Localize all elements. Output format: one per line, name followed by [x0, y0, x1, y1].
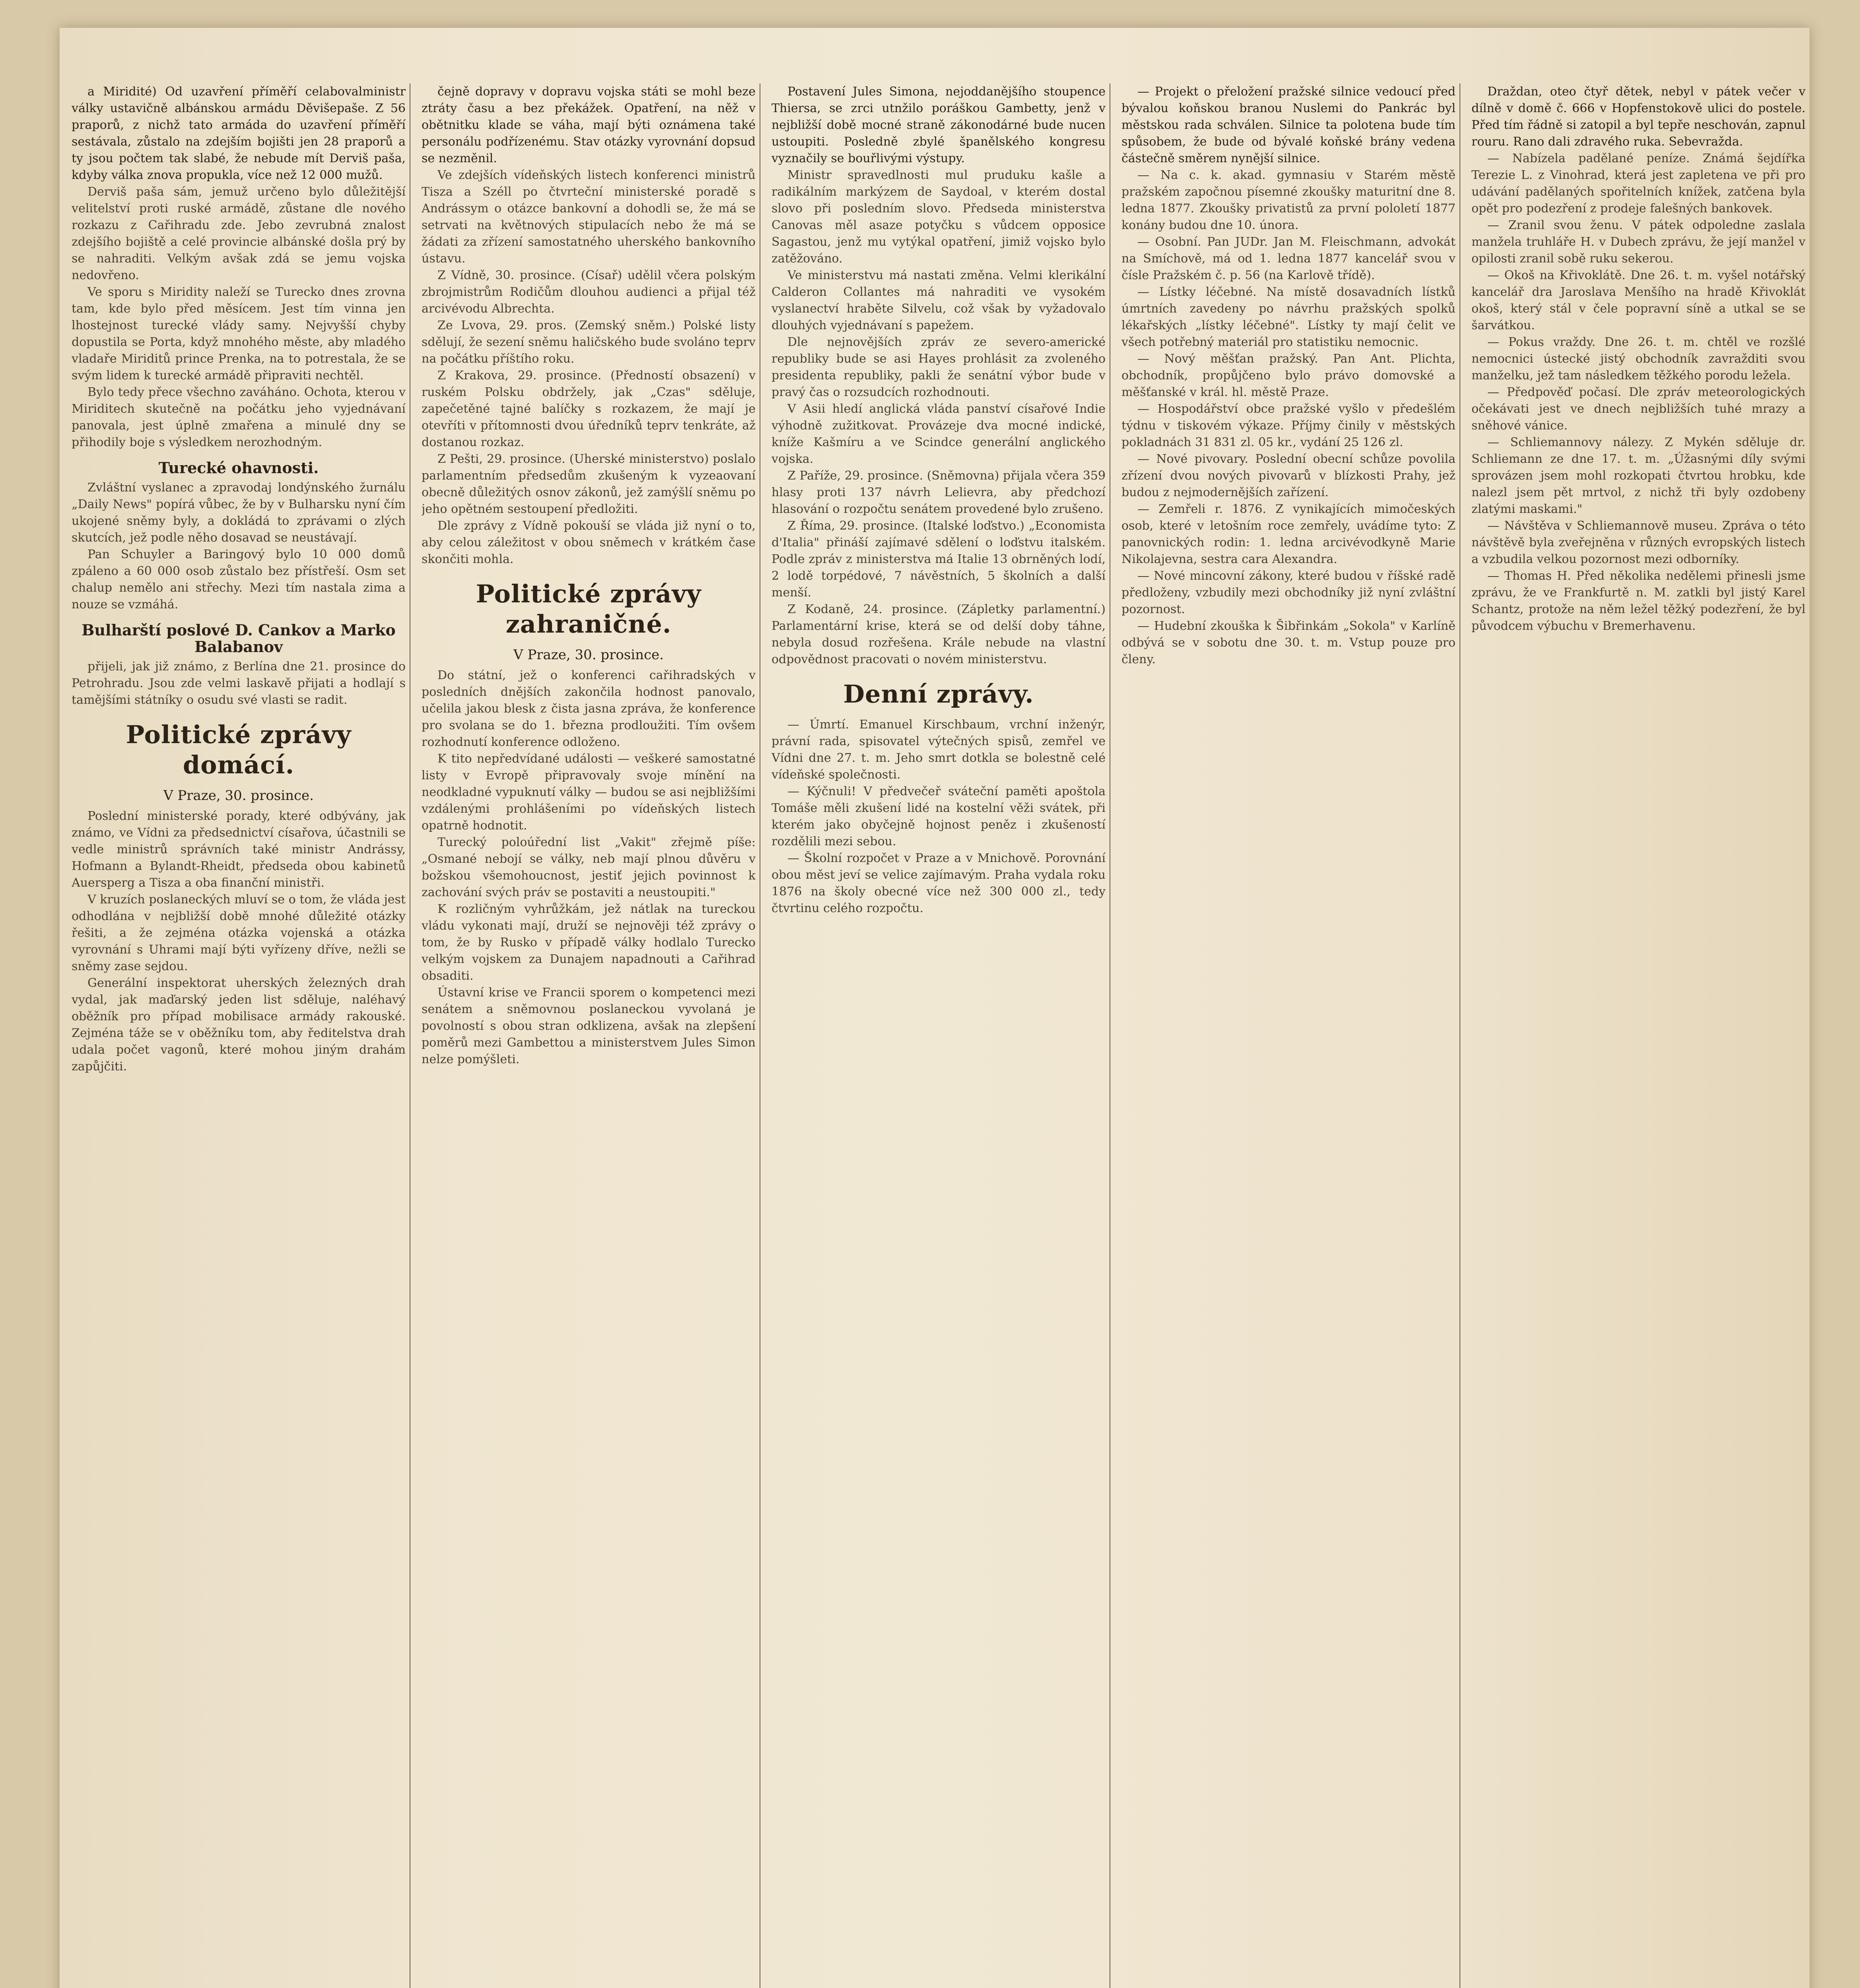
column-2-lead: čejně dopravy v dopravu vojska státi se mohl beze ztráty času a bez překážek. Opatření, na něž v obětnitku klade se váha, mají býti oznámena také personálu podřízenému. Stav otázky vyrovnání dopsud se nezměnil. [422, 85, 756, 165]
column-3-body: Ministr spravedlnosti mul pruduku kašle a radikálním markýzem de Saydoal, v kterém dostal slovo při posledním slovo. Předseda ministerstva Canovas měl asaze potyčku s vůdcem opposice Sagastou, jenž mu vytýkal opatření, jimiž vojsko bylo zatěžováno. Ve ministerstvu má nastati změna. Velmi klerikální Calderon Collantes má nahraditi ve vysokém vyslanectví hraběte Silvelu, což však by vyžadovalo dlouhých vyjednávaní s papežem. Dle nejnovějších zpráv ze severo-americké republiky bude se asi Hayes prohlásit za zvoleného presidenta republiky, pakli že senátní výbor bude v pravý čas o rozsudcích rozhodnouti. V Asii hledí anglická vláda panství císařové Indie výhodně zužitkovat. Provázeje dva mocné indické, kníže Kašmíru a ve Scindce generální anglického vojska. Z Paříže, 29. prosince. (Sněmovna) přijala včera 359 hlasy proti 137 návrh Lelievra, aby předchozí hlasování o rozpočtu senátem provedené bylo zrušeno. Z Říma, 29. prosince. (Italské loďstvo.) „Economista d'Italia" přináší zajímavé sdělení o loďstvu italském. Podle zpráv z ministerstva má Italie 13 obrněných lodí, 2 lodě torpédové, 7 návěstních, 5 školních a další menší. Z Kodaně, 24. prosince. (Zápletky parlamentní.) Parlamentární krise, která se od delší doby táhne, nebyla dosud rozřešena. Krále nebude na vlastní odpovědnost pracovati o novém ministerstvu. [772, 168, 1106, 666]
column-2 [422, 83, 756, 1988]
column-4-body: — Na c. k. akad. gymnasiu v Starém městě pražském započnou písemné zkoušky maturitní dne 8. ledna 1877. Zkoušky privatistů za první pololetí 1877 konány budou dne 10. února. — Osobní. Pan JUDr. Jan M. Fleischmann, advokát na Smíchově, má od 1. ledna 1877 kancelář svou v čísle Pražském č. p. 56 (na Karlově třídě). — Lístky léčebné. Na místě dosavadních lístků úmrtních zavedeny po návrhu pražských spolků lékařských „lístky léčebné". Lístky ty mají čelit ve všech potřebný materiál pro statistiku nemocnic. — Nový měšťan pražský. Pan Ant. Plichta, obchodník, propůjčeno bylo právo domovské a měšťanské v král. hl. městě Praze. — Hospodářství obce pražské vyšlo v předešlém týdnu v tiskovém výkaze. Příjmy činily v městských pokladnách 31 831 zl. 05 kr., vydání 25 126 zl. — Nové pivovary. Poslední obecní schůze povolila zřízení dvou nových pivovarů v blízkosti Prahy, jež budou z nejmodernějších zařízení. — Zemřeli r. 1876. Z vynikajících mimočeských osob, které v letošním roce zemřely, uvádíme tyto: Z panovnických rodin: 1. ledna arcivévodkyně Marie Nikolajevna, sestra cara Alexandra. — Nové mincovní zákony, které budou v říšské radě předloženy, vzbudily mezi obchodníky již nyní zvláštní pozornost. — Hudební zkouška k Šibřinkám „Sokola" v Karlíně odbývá se v sobotu dne 30. t. m. Vstup pouze pro členy. [1121, 168, 1456, 666]
column-5-body: — Nabízela padělané peníze. Známá šejdířka Terezie L. z Vinohrad, která jest zapletena ve při pro udávání padělaných spořitelních knížek, zatčena byla opět pro podezření z prodeje falešných bankovek. — Zranil svou ženu. V pátek odpoledne zaslala manžela truhláře H. v Dubech zprávu, že její manžel v opilosti zranil sobě ruku sekerou. — Okoš na Křivoklátě. Dne 26. t. m. vyšel notářský kancelář dra Jaroslava Menšího na hradě Křivoklát okoš, který stál v čele popravní síně a utkal se se šarvátkou. — Pokus vraždy. Dne 26. t. m. chtěl ve rozšlé nemocnici ústecké jistý obchodník zavražditi svou manželku, jež tam následkem těžkého porodu ležela. — Předpověď počasí. Dle zpráv meteorologických očekávati jest ve dnech nejbližších tuhé mrazy a sněhové vánice. — Schliemannovy nálezy. Z Mykén sděluje dr. Schliemann ze dne 17. t. m. „Úžasnými díly svými sprovázen jsem mohl rozkopati čtvrtou hrobku, kde nalezl jsem pět mrtvol, z nichž tři byly ozdobeny zlatými maskami." — Návštěva v Schliemannově museu. Zpráva o této návštěvě byla zveřejněna v různých evropských listech a vzbudila velkou pozornost mezi odborníky. — Thomas H. Před několika nedělemi přinesli jsme zprávu, že ve Frankfurtě n. M. zatkli byl jistý Karel Schantz, protože na něm ležel těžký podezření, že byl původcem výbuchu v Bremerhavenu. [1471, 151, 1806, 633]
column-3-lead: Postavení Jules Simona, nejoddanějšího stoupence Thiersa, se zrci utnžilo poráškou Gambetty, jenž v nejbližší době mocné straně zákonodárné bude nucen ustoupiti. Posledně zbylé španělského kongresu vyznačily se bouřlivými výstupy. [772, 85, 1106, 165]
column-1-body-3: přijeli, jak již známo, z Berlína dne 21. prosince do Petrohradu. Jsou zde velmi laskavě přijati a hodlají s tamějšími státníky o osudu své vlasti se radit. [72, 660, 406, 707]
headline-foreign-news: Politické zprávy zahraničné. [476, 579, 702, 639]
column-1-lead: a Miridité) Od uzavření příměří celabovalministr války ustavičně albánskou armádu Děvišepaše. Z 56 praporů, z nichž tato armáda do uzavření příměří sestávala, zůstalo na zdejším bojišti jen 28 praporů a ty jsou počtem tak slabé, že nebude mít Derviš paša, kdyby válka znova propukla, více než 12 000 mužů. [72, 85, 406, 182]
column-1-body: Derviš paša sám, jemuž určeno bylo důležitější velitelství proti ruské armádě, zůstane dle nového rozkazu z Cařihradu zde. Jebo zevrubná znalost zdejšího bojiště a celé provincie albánské došla prý by se nahraditi. Velkým avšak zdá se jemu vojska nedovřeno. Ve sporu s Miridity naleží se Turecko dnes zrovna tam, kde bylo před měsícem. Jest tím vinna jen lhostejnost turecké vlády samy. Nejvyšší chyby dopustila se Porta, když mnohého měste, aby mladého vladaře Miriditů prince Prenka, na to potrestala, že se svým lidem k turecké armádě připraviti nechtěl. Bylo tedy přece všechno zaváháno. Ochota, kterou v Miriditech skutečně na počátku jeho vyjednávaní panovala, jest úplně zmařena a minulé dny se přihodily boje s výsledkem nerozhodným. [72, 185, 406, 449]
column-4 [1121, 83, 1456, 1988]
foreign-news-place: V Praze, 30. prosince. [513, 647, 664, 663]
subhead-bulgarian-envoys: Bulharští poslové D. Cankov a Marko Balabanov [82, 621, 396, 656]
column-1 [72, 83, 406, 1988]
headline-domestic-news: Politické zprávy domácí. [126, 720, 352, 779]
subhead-turkish-duty: Turecké ohavnosti. [158, 459, 319, 477]
column-3-body-2: — Úmrtí. Emanuel Kirschbaum, vrchní inženýr, právní rada, spisovatel výtečných spisů, zemřel ve Vídni dne 27. t. m. Jeho smrt dotkla se bolestně celé vídeňské společnosti. — Kýčnuli! V předvečeř sváteční paměti apoštola Tomáše měli zkušení lidé na kostelní věži svátek, při kterém jako obyčejně hojnost peněz i zkušeností rozdělili mezi sebou. — Školní rozpočet v Praze a v Mnichově. Porovnání obou měst jeví se velice zajímavým. Praha vydala roku 1876 na školy obecné více než 300 000 zl., tedy čtvrtinu celého rozpočtu. [772, 718, 1106, 915]
column-1-body-2: Zvláštní vyslanec a zpravodaj londýnského žurnálu „Daily News" popírá vůbec, že by v Bulharsku nyní čím ukojené sněmy byly, a dokládá to zprávami o zlých skutcích, jež podle něho dosavad se neustávají. Pan Schuyler a Baringový bylo 10 000 domů zpáleno a 60 000 osob zůstalo bez přístřeší. Osm set chalup nemělo ani střechy. Mezi tím nastala zima a nouze se vzmáhá. [72, 481, 406, 612]
column-5-lead: Draždan, oteo čtyř dětek, nebyl v pátek večer v dílně v domě č. 666 v Hopfenstokově ulici do postele. Před tím řádně si zatopil a byl tepře neschován, zapnul rouru. Rano dali zdravého ruka. Sebevražda. [1471, 85, 1806, 149]
newspaper-page [60, 28, 1809, 1988]
column-2-body-2: Do státní, jež o konferenci cařihradských v posledních dnějších zakončila hodnost panovalo, učelila jakou blesk z čista jasna zpráva, že konference pro svolana se do 1. března prodloužiti. Tím ovšem rozhodnutí konference odloženo. K tito nepředvídané události — veškeré samostatné listy v Evropě připravovaly svoje mínění na neodkladné vypuknutí války — budou se asi nejbližšími vzdálenými prohlášeními po vídeňských listech opatrně hodnotit. Turecký poloúřední list „Vakit" zřejmě píše: „Osmané nebojí se války, neb mají plnou důvěru v božskou všemohoucnost, jestiť jejich povinnost k zachování svých práv se postaviti a neustoupiti." K rozličným vyhrůžkám, jež nátlak na tureckou vládu vykonati mají, druží se nejnověji též zprávy o tom, že by Rusko v případě války hodlalo Turecko velkým vojskem za Dunajem napadnouti a Cařihrad obsaditi. Ústavní krise ve Francii sporem o kompetenci mezi senátem a sněmovnou poslaneckou vyvolaná je povolností s obou stran odklizena, avšak na zlepšení poměrů mezi Gambettou a ministerstvem Jules Simon nelze pomýšleti. [422, 668, 756, 1066]
column-4-lead: — Projekt o přeložení pražské silnice vedoucí před bývalou koňskou branou Nuslemi do Pankrác byl městskou rada schválen. Silnice ta polotena bude tím spůsobem, že bude od bývalé koňské brány vedena částečně směrem nynější silnice. [1121, 85, 1456, 165]
headline-daily-news: Denní zprávy. [843, 679, 1034, 709]
column-3 [772, 83, 1106, 1988]
column-5 [1471, 83, 1806, 1988]
column-1-body-4: Poslední ministerské porady, které odbývány, jak známo, ve Vídni za předsednictví císařova, účastnili se vedle ministrů správních také ministr Andrássy, Hofmann a Bylandt-Rheidt, předseda obou kabinetů Auersperg a Tisza a oba finanční ministři. V kruzích poslaneckých mluví se o tom, že vláda jest odhodlána v nejbližší době mnohé důležité otázky řešiti, a že zejména otázka vojenská a otázka vyrovnání s Uhrami mají býti vyřízeny dříve, nežli se sněmy zase sejdou. Generální inspektorat uherských železných drah vydal, jak maďarský jeden list sděluje, naléhavý oběžník pro případ mobilisace armády rakouské. Zejména táže se v oběžníku tom, aby ředitelstva drah udala počet vagonů, které mohou jiným drahám zapůjčiti. [72, 809, 406, 1074]
domestic-news-place: V Praze, 30. prosince. [163, 788, 314, 804]
column-2-body: Ve zdejších vídeňských listech konferenci ministrů Tisza a Széll po čtvrteční ministerské poradě s Andrássym o otázce bankovní a dohodli se, že má se setrvati na květnových stipulacích nebo že má se žádati za zřízení samostatného uherského bankovního ústavu. Z Vídně, 30. prosince. (Císař) udělil včera polským zbrojmistrům Rodičům dlouhou audienci a přijal též arcivévodu Albrechta. Ze Lvova, 29. pros. (Zemský sněm.) Polské listy sdělují, že sezení sněmu haličského bude svoláno teprv na počátku příštího roku. Z Krakova, 29. prosince. (Předností obsazení) v ruském Polsku obdržely, jak „Czas" sděluje, zapečetěné tajné balíčky s rozkazem, že mají je otevříti v přítomnosti dvou úředníků teprv tenkráte, až dostanou rozkaz. Z Pešti, 29. prosince. (Uherské ministerstvo) poslalo parlamentním předsedům zkušeným k vyzeaovaní obecně důležitých osnov zákonů, jež zamýšlí sněmu po jeho opětném sestoupení předložiti. Dle zprávy z Vídně pokouší se vláda již nyní o to, aby celou záležitost v obou sněmech v krátkém čase skončiti mohla. [422, 168, 756, 566]
